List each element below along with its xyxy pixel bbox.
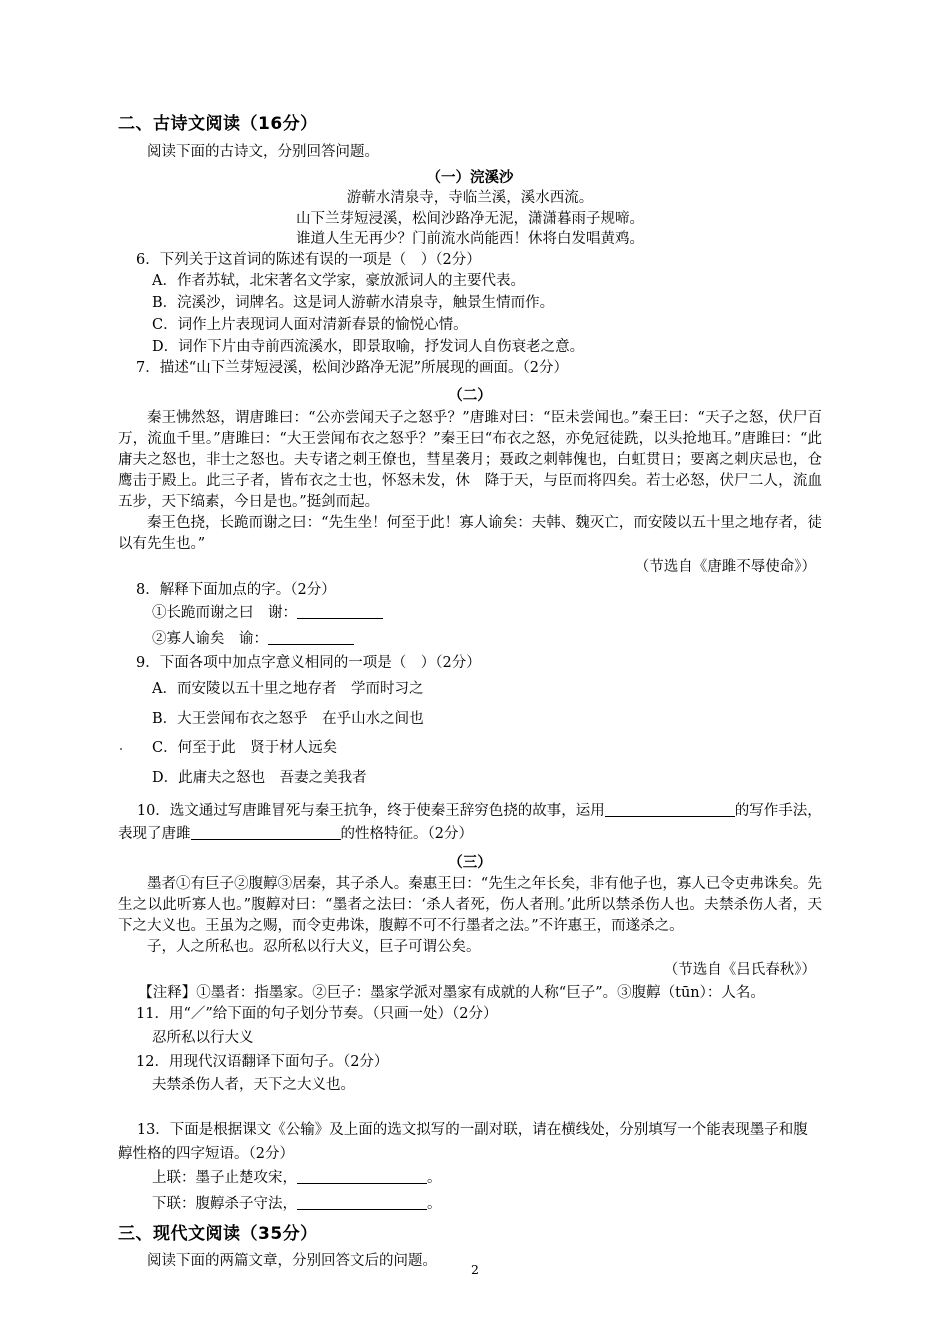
question-13-couplet-lower <box>118 1192 822 1218</box>
question-13-couplet-upper <box>118 1166 822 1192</box>
part-two-paragraph-2: 秦王色挠，长跪而谢之曰：“先生坐！何至于此！寡人谕矣：夫韩、魏灭亡，而安陵以五十里之地存者，徒以有先生也。” <box>118 515 822 553</box>
question-6-option-a: A．作者苏轼，北宋著名文学家，豪放派词人的主要代表。 <box>152 273 525 290</box>
poem-line-1: 游蕲水清泉寺，寺临兰溪，溪水西流。 <box>346 189 594 206</box>
question-9-option-b: B．大王尝闻布衣之怒乎 在乎山水之间也 <box>152 710 424 727</box>
couplet-lower-tail: 。 <box>427 1195 442 1212</box>
question-8-item-2 <box>118 627 822 653</box>
part-three-paragraph-1: 墨者①有巨子②腹䵍③居秦，其子杀人。秦惠王曰：“先生之年长矣，非有他子也，寡人已令吏弗诛矣。先生之以此听寡人也。”腹䵍对曰：“墨者之法曰：‘杀人者死，伤人者刑。’此所以禁杀伤人也。夫禁杀伤人者，天下之大义也。王虽为之赐，而令吏弗诛，腹䵍不可不行墨者之法。”不许惠王，而遂杀之。 <box>118 876 822 935</box>
couplet-upper-label: 上联：墨子止楚攻宋， <box>152 1170 297 1187</box>
part-three-title: （三） <box>448 853 492 871</box>
question-10-blank-2[interactable] <box>191 825 341 840</box>
question-12-stem: 12．用现代汉语翻译下面句子。（2分） <box>136 1053 389 1070</box>
question-6-option-b: B．浣溪沙，词牌名。这是词人游蕲水清泉寺，触景生情而作。 <box>152 295 555 312</box>
question-11-stem: 11．用“／”给下面的句子划分节奏。（只画一处）（2分） <box>136 1006 498 1023</box>
question-10 <box>118 800 822 847</box>
question-9-option-a: A．而安陵以五十里之地存者 学而时习之 <box>152 680 424 697</box>
question-8-item-2-label: ②寡人谕矣 谕： <box>152 631 268 648</box>
part-three-notes: 【注释】①墨者：指墨家。②巨子：墨家学派对墨家有成就的人称“巨子”。③腹䵍（tūn）：人名。 <box>138 985 765 1002</box>
section-three-lead: 阅读下面的两篇文章，分别回答文后的问题。 <box>147 1253 437 1270</box>
couplet-lower-blank[interactable] <box>297 1195 427 1210</box>
question-8-stem: 8．解释下面加点的字。（2分） <box>136 581 336 598</box>
page-number: 2 <box>471 1262 479 1277</box>
section-two-heading: 二、古诗文阅读（16分） <box>118 114 318 134</box>
couplet-lower-label: 下联：腹䵍杀子守法， <box>152 1195 297 1212</box>
part-one-title: （一）浣溪沙 <box>426 168 514 186</box>
question-8-item-1-blank[interactable] <box>297 605 383 620</box>
question-8-item-2-blank[interactable] <box>268 631 354 646</box>
question-12-sentence: 夫禁杀伤人者，天下之大义也。 <box>152 1077 355 1094</box>
question-8-item-1 <box>118 601 822 627</box>
question-9-stem: 9．下面各项中加点字意义相同的一项是（ ）（2分） <box>136 655 481 672</box>
couplet-upper-tail: 。 <box>427 1170 442 1187</box>
part-three-paragraph-2: 子，人之所私也。忍所私以行大义，巨子可谓公矣。 <box>147 939 481 956</box>
question-10-part-1: 10．选文通过写唐雎冒死与秦王抗争，终于使秦王辞穷色挠的故事，运用 <box>136 802 605 819</box>
question-6-stem: 6．下列关于这首词的陈述有误的一项是（ ）（2分） <box>136 251 481 268</box>
section-three-heading: 三、现代文阅读（35分） <box>118 1223 318 1244</box>
question-6-option-d: D．词作下片由寺前西流溪水，即景取喻，抒发词人自伤衰老之意。 <box>152 338 585 355</box>
question-10-blank-1[interactable] <box>605 802 735 817</box>
part-two-source: （节选自《唐雎不辱使命》） <box>634 559 816 576</box>
question-9-option-d: D．此庸夫之怒也 吾妻之美我者 <box>152 769 367 786</box>
section-two-lead: 阅读下面的古诗文，分别回答问题。 <box>147 143 379 160</box>
question-10-part-2: 的写作手法，表现了唐雎 <box>118 802 822 843</box>
couplet-upper-blank[interactable] <box>297 1169 427 1184</box>
part-three-source: （节选自《吕氏春秋》） <box>663 962 816 979</box>
stray-mark <box>120 748 122 750</box>
part-two-paragraph-1: 秦王怫然怒，谓唐雎曰：“公亦尝闻天子之怒乎？”唐雎对曰：“臣未尝闻也。”秦王曰：“天子之怒，伏尸百万，流血千里。”唐雎曰：“大王尝闻布衣之怒乎？”秦王曰“布衣之怒，亦免冠徒跣，以头抢地耳。”唐雎曰：“此庸夫之怒也，非士之怒也。夫专诸之刺王僚也，彗星袭月；聂政之刺韩傀也，白虹贯日；要离之刺庆忌也，仓鹰击于殿上。此三子者，皆布衣之士也，怀怒未发，休 降于天，与臣而将四矣。若士必怒，伏尸二人，流血五步，天下缟素，今日是也。”挺剑而起。 <box>118 409 822 511</box>
question-13-stem: 13．下面是根据课文《公输》及上面的选文拟写的一副对联，请在横线处，分别填写一个能表现墨子和腹䵍性格的四字短语。（2分） <box>118 1122 808 1162</box>
question-7-stem: 7．描述“山下兰芽短浸溪，松间沙路净无泥”所展现的画面。（2分） <box>136 360 569 377</box>
poem-line-2: 山下兰芽短浸溪，松间沙路净无泥，潇潇暮雨子规啼。 <box>296 210 644 227</box>
spacer <box>118 1099 822 1119</box>
poem-line-3: 谁道人生无再少？门前流水尚能西！休将白发唱黄鸡。 <box>296 231 644 248</box>
question-8-item-1-label: ①长跪而谢之曰 谢： <box>152 605 297 622</box>
question-11-sentence: 忍所私以行大义 <box>152 1029 254 1046</box>
question-10-part-3: 的性格特征。（2分） <box>340 826 473 843</box>
question-6-option-c: C．词作上片表现词人面对清新春景的愉悦心情。 <box>152 316 468 333</box>
part-two-title: （二） <box>448 387 492 405</box>
question-9-option-c: C．何至于此 贤于材人远矣 <box>152 740 338 757</box>
page-content <box>118 112 822 1275</box>
